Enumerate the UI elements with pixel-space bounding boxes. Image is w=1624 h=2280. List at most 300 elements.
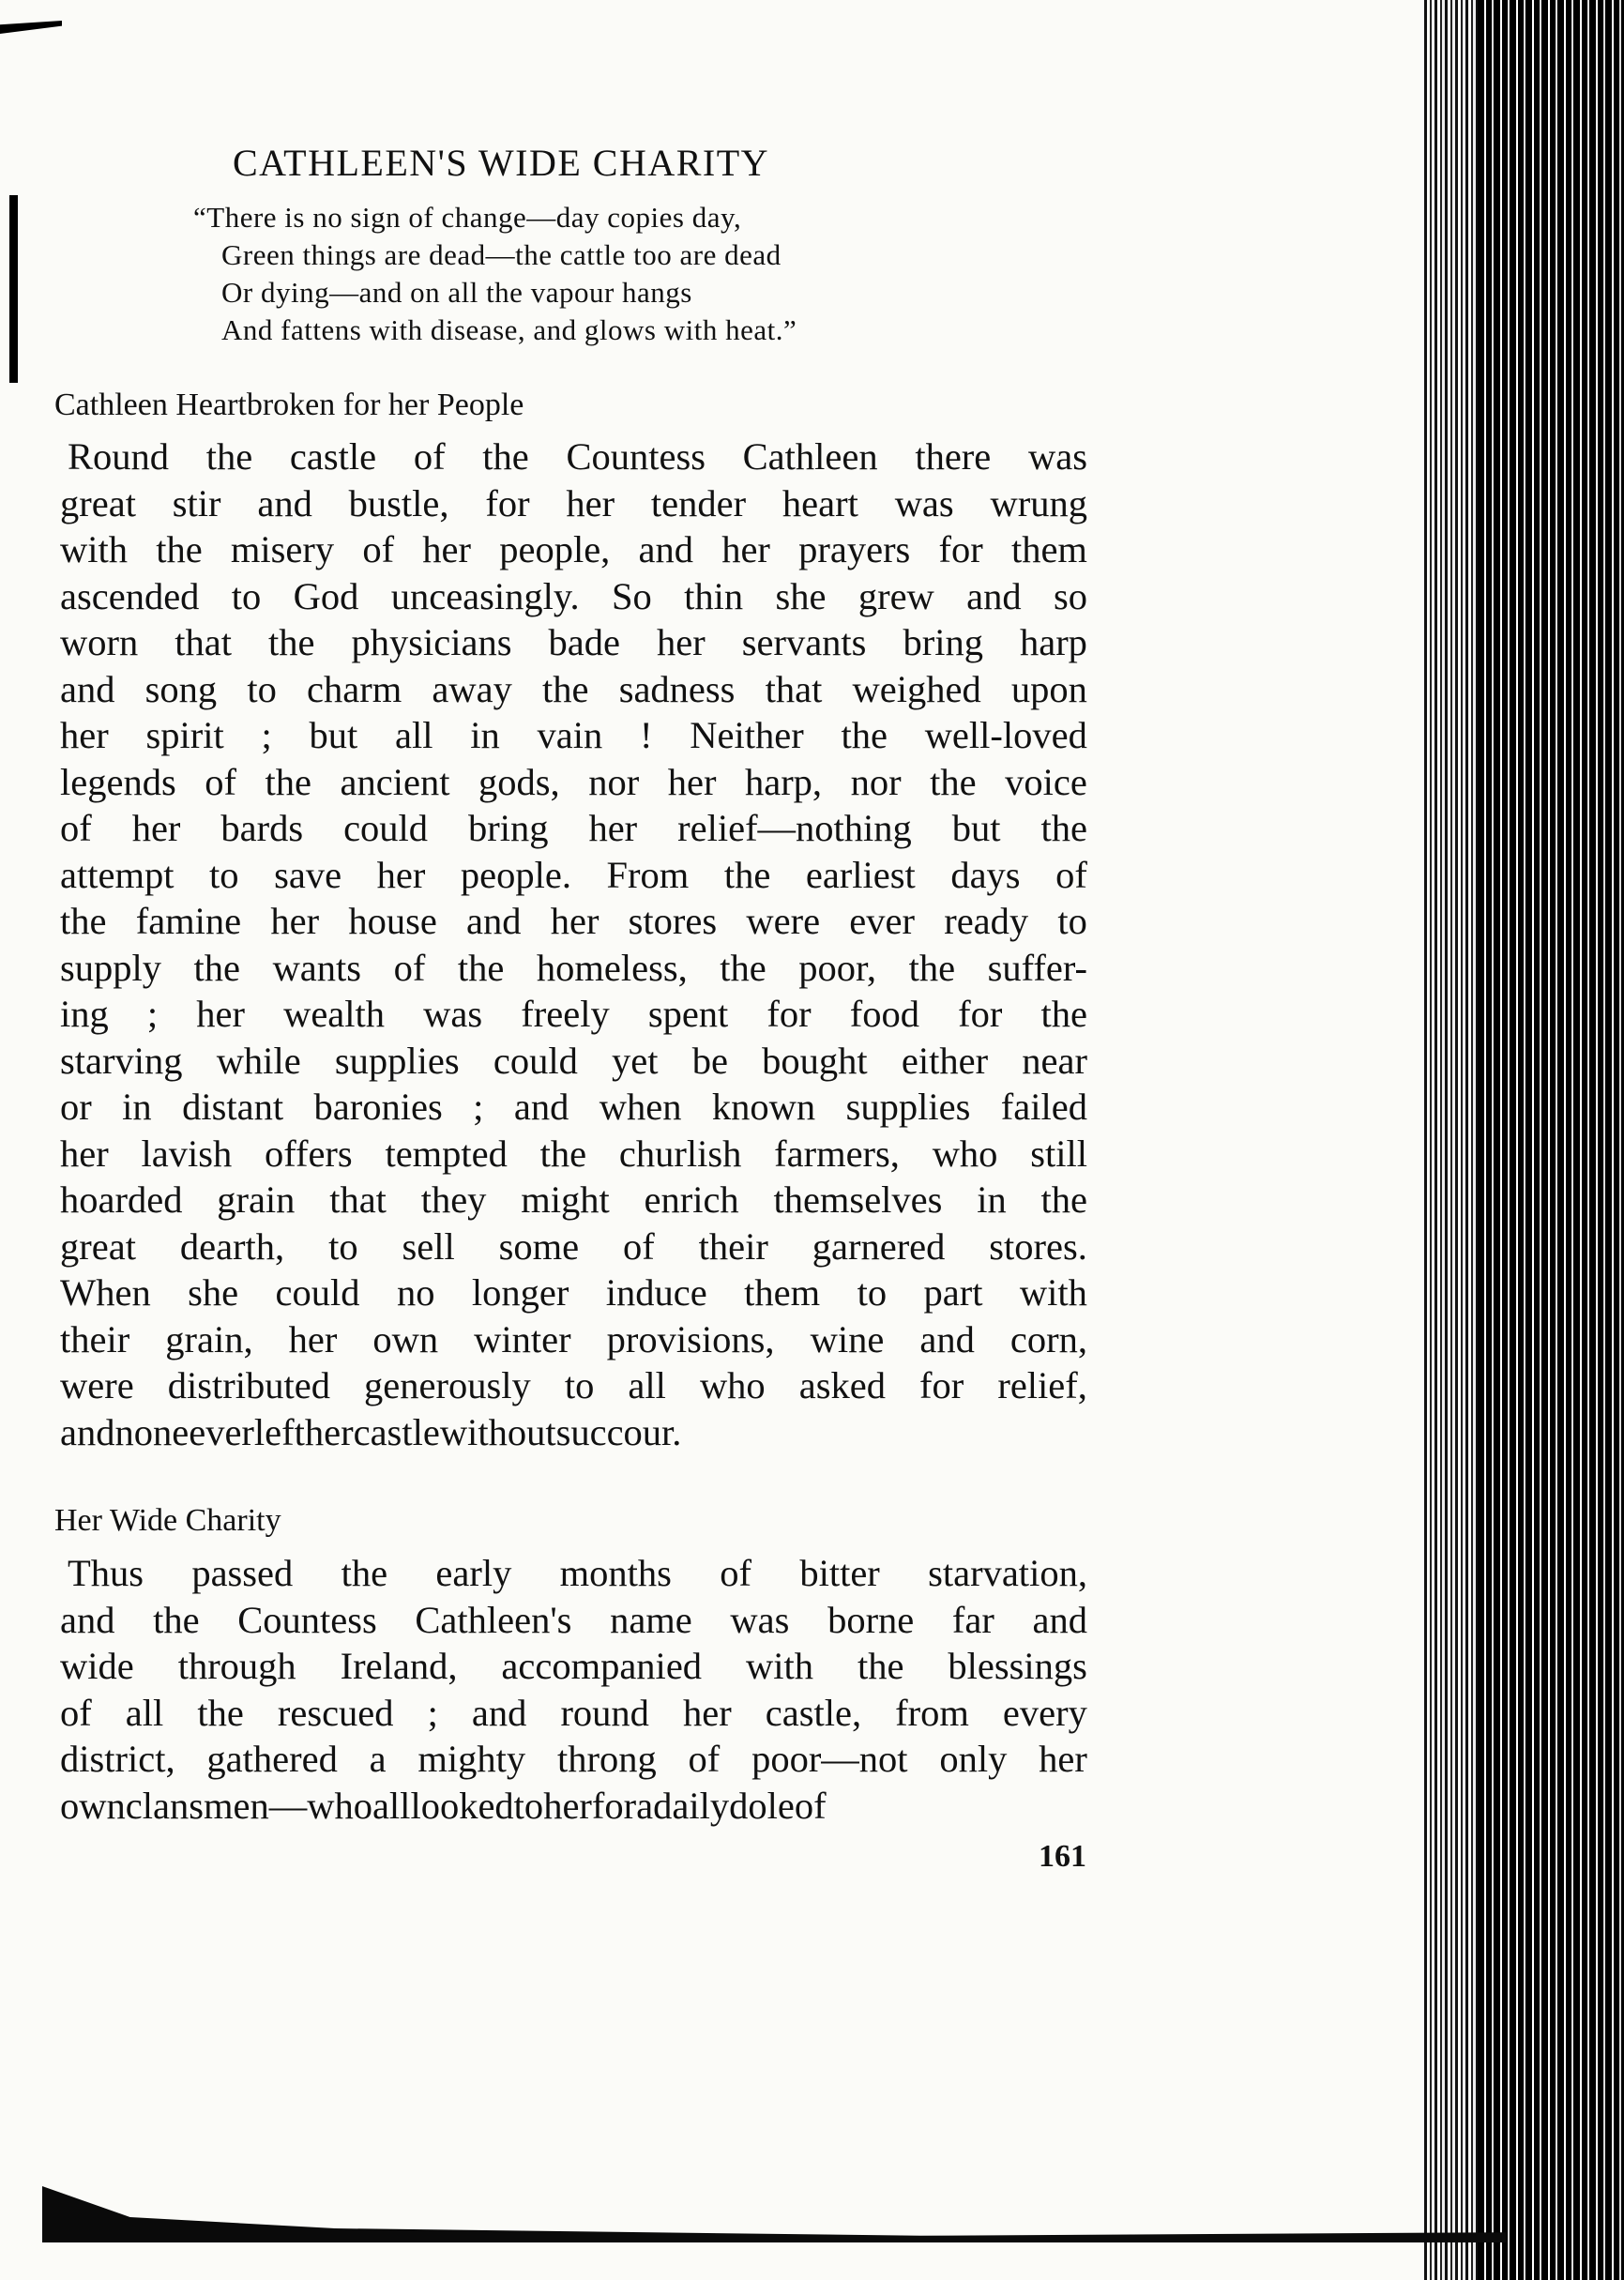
word: for [919, 1364, 964, 1406]
word: the [841, 714, 888, 756]
word: Cathleen [742, 435, 878, 478]
word: could [343, 807, 429, 849]
word: and [513, 1086, 569, 1128]
word: for [938, 528, 983, 570]
word: mighty [417, 1738, 526, 1780]
word: the [156, 528, 203, 570]
word: attempt [60, 853, 175, 896]
word: and [466, 900, 522, 942]
text-line [60, 852, 1087, 899]
word: ; [146, 993, 159, 1035]
word: misery [230, 528, 335, 570]
word: churlish [618, 1132, 742, 1175]
text-line [60, 1269, 1087, 1316]
word: of [1055, 853, 1087, 896]
word: she [775, 574, 827, 617]
word: provisions, [606, 1317, 775, 1360]
word: the [205, 435, 253, 478]
word: baronies [313, 1086, 443, 1128]
text-line [60, 1316, 1087, 1363]
word: days [950, 853, 1021, 896]
word: her [196, 993, 245, 1035]
word: heart [782, 481, 858, 524]
word: might [521, 1178, 610, 1221]
text-line [60, 1224, 1087, 1270]
word: supplies [334, 1039, 460, 1082]
word: left [253, 1410, 305, 1453]
word: her [550, 900, 600, 942]
word: harp [1019, 621, 1087, 663]
text-line [60, 573, 1087, 620]
word: well-loved [924, 714, 1087, 756]
word: her [422, 528, 472, 570]
word: that [765, 667, 823, 710]
word: the [542, 667, 589, 710]
word: every [1002, 1691, 1087, 1734]
word: of [720, 1552, 751, 1594]
word: servants [741, 621, 867, 663]
word: her [667, 760, 717, 803]
word: her [60, 714, 109, 756]
word: distant [182, 1086, 284, 1128]
word: and [638, 528, 693, 570]
text-line [60, 1783, 1087, 1830]
word: winter [474, 1317, 571, 1360]
word: wrung [990, 481, 1087, 524]
word: near [1022, 1039, 1087, 1082]
word: away [432, 667, 512, 710]
word: grain, [165, 1317, 253, 1360]
word: the [268, 621, 315, 663]
word: bustle, [348, 481, 449, 524]
text-line [60, 526, 1087, 573]
word: and [60, 1598, 115, 1641]
word: she [188, 1271, 239, 1314]
word: Countess [566, 435, 706, 478]
text-line [60, 1736, 1087, 1783]
word: ever [849, 900, 915, 942]
word: worn [60, 621, 139, 663]
word: succour. [555, 1410, 682, 1453]
section-heading: Cathleen Heartbroken for her People [54, 388, 524, 422]
word: known [711, 1086, 816, 1128]
word: sadness [618, 667, 736, 710]
word: passed [191, 1552, 294, 1594]
word: no [396, 1271, 435, 1314]
word: ancient [340, 760, 450, 803]
word: people. [460, 853, 571, 896]
word: Cathleen's [415, 1598, 572, 1641]
word: Ireland, [340, 1645, 458, 1687]
word: of [413, 435, 446, 478]
word: to [231, 574, 262, 617]
word: and [471, 1691, 527, 1734]
word: longer [471, 1271, 569, 1314]
word: the [1040, 993, 1087, 1035]
section-heading: Her Wide Charity [54, 1503, 281, 1538]
word: them [1010, 528, 1087, 570]
word: earliest [805, 853, 916, 896]
word: enrich [644, 1178, 739, 1221]
text-line [60, 1597, 1087, 1644]
word: far [951, 1598, 994, 1641]
word: tender [650, 481, 747, 524]
word: and [60, 667, 115, 710]
word: the [1040, 807, 1087, 849]
word: castle [353, 1410, 440, 1453]
word: a [636, 1784, 654, 1827]
epigraph-line: “There is no sign of change—day copies day, [193, 201, 742, 234]
word: themselves [773, 1178, 943, 1221]
word: wine [810, 1317, 885, 1360]
word: unceasingly. [390, 574, 580, 617]
word: great [60, 1224, 136, 1268]
word: of [393, 946, 426, 989]
word: physicians [351, 621, 512, 663]
word: ever [189, 1410, 254, 1453]
text-line [60, 1084, 1087, 1131]
scan-mark-left [9, 195, 18, 383]
word: thin [684, 574, 744, 617]
word: weighed [852, 667, 981, 710]
word: were [60, 1364, 134, 1406]
word: of [60, 807, 92, 849]
word: with [60, 528, 129, 570]
word: to [247, 667, 277, 710]
word: be [691, 1039, 728, 1082]
word: relief, [997, 1364, 1087, 1406]
word: who [932, 1132, 998, 1175]
word: and [1032, 1598, 1087, 1641]
word: only [939, 1738, 1008, 1780]
word: castle [289, 435, 377, 478]
word: her [131, 807, 181, 849]
word: in [470, 714, 500, 756]
word: Thus [68, 1552, 144, 1594]
text-line [60, 433, 1087, 480]
text-line [60, 712, 1087, 759]
word: was [730, 1598, 790, 1641]
word: for [485, 481, 530, 524]
word: harp, [744, 760, 823, 803]
word: but [951, 807, 1001, 849]
word: of [794, 1784, 827, 1827]
word: induce [605, 1271, 707, 1314]
word: When [60, 1271, 151, 1314]
word: yet [612, 1039, 659, 1082]
word: for [958, 993, 1003, 1035]
word: prayers [798, 528, 911, 570]
word: the [457, 946, 505, 989]
word: their [698, 1224, 768, 1268]
text-line [60, 1550, 1087, 1597]
word: ; [473, 1086, 484, 1128]
epigraph-line: Or dying—and on all the vapour hangs [221, 276, 692, 309]
epigraph-line: And fattens with disease, and glows with heat.” [221, 313, 797, 346]
word: to [857, 1271, 888, 1314]
word: the [930, 760, 977, 803]
word: dearth, [179, 1224, 285, 1268]
text-line [60, 1038, 1087, 1085]
word: bring [468, 807, 549, 849]
word: a [369, 1738, 387, 1780]
epigraph [193, 199, 963, 349]
word: spent [647, 993, 729, 1035]
word: her [60, 1132, 109, 1175]
word: all [395, 714, 433, 756]
text-line [60, 666, 1087, 713]
word: the [908, 946, 956, 989]
word: her [566, 481, 615, 524]
word: poor, [798, 946, 877, 989]
word: from [895, 1691, 969, 1734]
word: throng [556, 1738, 657, 1780]
word: her [682, 1691, 732, 1734]
word: wealth [283, 993, 386, 1035]
word: to [564, 1364, 595, 1406]
word: wide [60, 1645, 134, 1687]
text-line [60, 898, 1087, 945]
word: bring [903, 621, 983, 663]
text-line [60, 1131, 1087, 1178]
word: ! [640, 714, 653, 756]
word: song [144, 667, 218, 710]
text-line [60, 1409, 1087, 1456]
word: looked [410, 1784, 514, 1827]
word: bought [762, 1039, 868, 1082]
word: of [362, 528, 395, 570]
word: farmers, [774, 1132, 900, 1175]
word: bade [548, 621, 620, 663]
word: and [60, 1410, 115, 1453]
word: and [257, 481, 312, 524]
word: still [1030, 1132, 1087, 1175]
page-edges-dark [1478, 0, 1624, 2280]
word: their [60, 1317, 130, 1360]
word: part [923, 1271, 983, 1314]
text-line [60, 480, 1087, 527]
word: supply [60, 946, 162, 989]
word: in [977, 1178, 1007, 1221]
text-line [60, 945, 1087, 992]
word: was [423, 993, 483, 1035]
word: food [849, 993, 920, 1035]
word: tempted [385, 1132, 508, 1175]
word: ascended [60, 574, 200, 617]
word: voice [1005, 760, 1087, 803]
word: house [348, 900, 437, 942]
word: the [60, 900, 107, 942]
word: borne [827, 1598, 915, 1641]
word: all [628, 1364, 666, 1406]
word: blessings [948, 1645, 1087, 1687]
word: famine [135, 900, 242, 942]
word: was [1027, 435, 1087, 478]
word: the [1040, 1178, 1087, 1221]
word: the [193, 946, 241, 989]
word: ; [427, 1691, 438, 1734]
word: her [588, 807, 638, 849]
word: and [919, 1317, 975, 1360]
word: So [612, 574, 652, 617]
word: could [493, 1039, 578, 1082]
word: asked [798, 1364, 886, 1406]
word: they [420, 1178, 487, 1221]
word: dole [729, 1784, 795, 1827]
word: own [60, 1784, 126, 1827]
word: wants [272, 946, 362, 989]
text-line [60, 1690, 1087, 1737]
text-line [60, 1177, 1087, 1224]
page-number: 161 [1039, 1839, 1086, 1874]
word: none [114, 1410, 190, 1453]
word: starvation, [928, 1552, 1087, 1594]
word: her [1039, 1738, 1087, 1780]
paragraph [60, 1550, 1087, 1829]
word: grain [217, 1178, 296, 1221]
text-line [60, 805, 1087, 852]
word: months [559, 1552, 672, 1594]
word: Neither [690, 714, 804, 756]
word: in [122, 1086, 152, 1128]
word: rescued [277, 1691, 394, 1734]
word: Countess [237, 1598, 377, 1641]
word: gathered [206, 1738, 338, 1780]
word: castle, [765, 1691, 862, 1734]
word: ing [60, 993, 109, 1035]
word: legends [60, 760, 176, 803]
word: the [341, 1552, 388, 1594]
word: of [623, 1224, 655, 1268]
word: upon [1010, 667, 1087, 710]
word: and [966, 574, 1022, 617]
word: supplies [845, 1086, 971, 1128]
word: the [153, 1598, 200, 1641]
word: generously [364, 1364, 531, 1406]
word: the [197, 1691, 244, 1734]
word: nor [588, 760, 640, 803]
word: of [688, 1738, 721, 1780]
word: homeless, [536, 946, 688, 989]
text-line [60, 619, 1087, 666]
text-line [60, 1362, 1087, 1409]
word: her [376, 853, 426, 896]
word: all [372, 1784, 411, 1827]
word: of [205, 760, 236, 803]
word: but [309, 714, 358, 756]
word: her [270, 900, 320, 942]
text-line [60, 1643, 1087, 1690]
word: her [288, 1317, 338, 1360]
word: through [177, 1645, 296, 1687]
word: Round [68, 435, 170, 478]
word: bitter [799, 1552, 880, 1594]
word: accompanied [501, 1645, 703, 1687]
word: early [435, 1552, 512, 1594]
word: were [746, 900, 821, 942]
word: sell [402, 1224, 455, 1268]
word: own [372, 1317, 439, 1360]
word: the [723, 853, 771, 896]
word: stir [172, 481, 221, 524]
word: ready [944, 900, 1029, 942]
word: while [216, 1039, 301, 1082]
scan-mark-top [0, 21, 62, 34]
word: could [275, 1271, 360, 1314]
word: vain [537, 714, 603, 756]
word: her [721, 528, 770, 570]
word: the [482, 435, 529, 478]
word: or [60, 1086, 92, 1128]
word: poor—not [751, 1738, 908, 1780]
word: so [1053, 574, 1087, 617]
word: gods, [478, 760, 560, 803]
word: nor [850, 760, 902, 803]
word: freely [521, 993, 610, 1035]
word: without [439, 1410, 556, 1453]
word: daily [653, 1784, 730, 1827]
word: was [894, 481, 954, 524]
word: starving [60, 1039, 183, 1082]
word: that [175, 621, 232, 663]
word: with [746, 1645, 814, 1687]
word: there [915, 435, 992, 478]
word: when [599, 1086, 682, 1128]
word: From [606, 853, 690, 896]
word: corn, [1009, 1317, 1087, 1360]
word: round [560, 1691, 649, 1734]
epigraph-line: Green things are dead—the cattle too are dead [221, 238, 782, 271]
word: to [1057, 900, 1087, 942]
word: for [591, 1784, 637, 1827]
word: lavish [141, 1132, 233, 1175]
word: stores. [989, 1224, 1087, 1268]
word: distributed [167, 1364, 330, 1406]
word: failed [1000, 1086, 1087, 1128]
word: of [60, 1691, 92, 1734]
scan-shadow-bottom [42, 2186, 1506, 2242]
word: all [125, 1691, 164, 1734]
word: to [209, 853, 239, 896]
word: her [656, 621, 706, 663]
word: either [901, 1039, 989, 1082]
word: great [60, 481, 136, 524]
word: charm [307, 667, 402, 710]
word: clansmen—who [125, 1784, 372, 1827]
word: bards [220, 807, 304, 849]
word: God [293, 574, 359, 617]
word: the [720, 946, 766, 989]
text-line [60, 991, 1087, 1038]
word: offers [264, 1132, 353, 1175]
paragraph [60, 433, 1087, 1455]
word: grew [858, 574, 934, 617]
word: them [744, 1271, 821, 1314]
text-line [60, 759, 1087, 806]
word: to [328, 1224, 358, 1268]
word: name [610, 1598, 692, 1641]
word: relief—nothing [677, 807, 912, 849]
word: to [513, 1784, 544, 1827]
word: the [539, 1132, 587, 1175]
word: some [498, 1224, 580, 1268]
word: her [304, 1410, 354, 1453]
word: spirit [145, 714, 224, 756]
word: stores [628, 900, 718, 942]
word: suffer- [987, 946, 1087, 989]
word: people, [499, 528, 611, 570]
word: who [699, 1364, 766, 1406]
